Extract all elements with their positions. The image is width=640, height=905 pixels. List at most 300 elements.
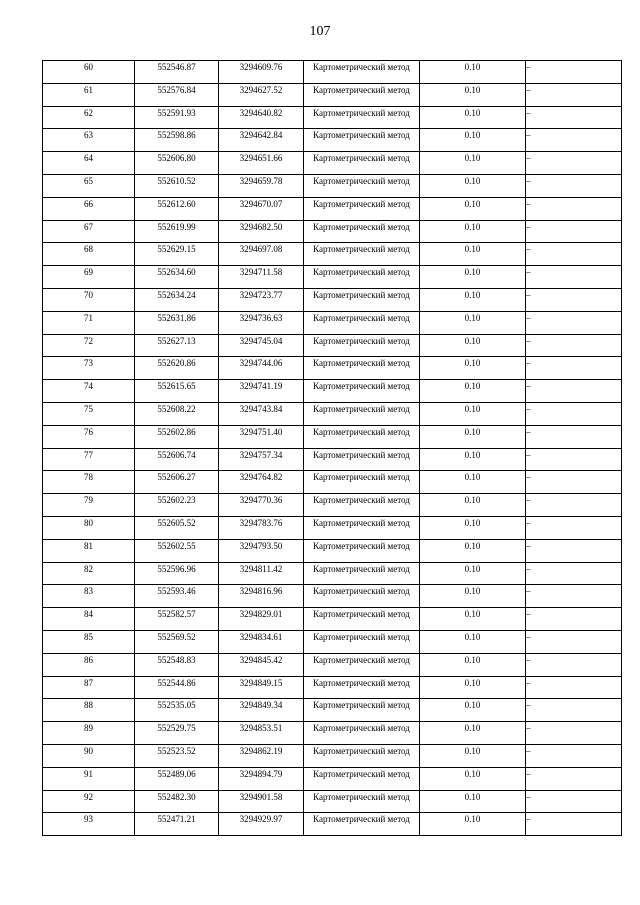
y-coordinate-cell xyxy=(219,402,304,425)
method-cell-text: Картометрический метод xyxy=(313,654,410,665)
note-cell xyxy=(526,380,622,403)
note-cell-text: – xyxy=(526,62,531,72)
accuracy-cell xyxy=(420,83,526,106)
point-number-cell-text: 76 xyxy=(84,426,93,437)
x-coordinate-cell xyxy=(135,653,219,676)
method-cell xyxy=(304,220,420,243)
y-coordinate-cell xyxy=(219,539,304,562)
method-cell-text: Картометрический метод xyxy=(313,221,410,232)
y-coordinate-cell-text: 3294829.01 xyxy=(239,609,283,620)
x-coordinate-cell-text: 552629.15 xyxy=(157,244,196,255)
method-cell-text: Картометрический метод xyxy=(313,289,410,300)
point-number-cell xyxy=(43,425,135,448)
note-cell-text: – xyxy=(526,130,531,141)
method-cell xyxy=(304,585,420,608)
note-cell-text: – xyxy=(526,107,531,118)
y-coordinate-cell xyxy=(219,129,304,152)
accuracy-cell-text: 0.10 xyxy=(464,609,481,620)
y-coordinate-cell xyxy=(219,61,304,84)
note-cell-text: – xyxy=(526,791,531,802)
method-cell-text: Картометрический метод xyxy=(313,62,410,72)
y-coordinate-cell-text: 3294723.77 xyxy=(239,289,283,300)
method-cell xyxy=(304,630,420,653)
accuracy-cell xyxy=(420,767,526,790)
point-number-cell xyxy=(43,174,135,197)
x-coordinate-cell xyxy=(135,767,219,790)
note-cell-text: – xyxy=(526,745,531,756)
page-number: 107 xyxy=(309,24,331,39)
x-coordinate-cell-text: 552535.05 xyxy=(157,700,196,711)
y-coordinate-cell-text: 3294849.34 xyxy=(239,700,283,711)
point-number-cell xyxy=(43,380,135,403)
accuracy-cell xyxy=(420,197,526,220)
method-cell-text: Картометрический метод xyxy=(313,677,410,688)
x-coordinate-cell-text: 552576.84 xyxy=(157,84,196,95)
table-row xyxy=(43,539,622,562)
x-coordinate-cell xyxy=(135,585,219,608)
y-coordinate-cell xyxy=(219,220,304,243)
note-cell-text: – xyxy=(526,677,531,688)
point-number-cell xyxy=(43,767,135,790)
table-row xyxy=(43,357,622,380)
accuracy-cell xyxy=(420,220,526,243)
point-number-cell-text: 80 xyxy=(84,517,93,528)
point-number-cell-text: 66 xyxy=(84,198,93,209)
x-coordinate-cell-text: 552602.55 xyxy=(157,540,196,551)
point-number-cell-text: 82 xyxy=(84,563,93,574)
method-cell-text: Картометрический метод xyxy=(313,540,410,551)
method-cell xyxy=(304,83,420,106)
point-number-cell-text: 85 xyxy=(84,631,93,642)
accuracy-cell xyxy=(420,585,526,608)
method-cell-text: Картометрический метод xyxy=(313,517,410,528)
accuracy-cell-text: 0.10 xyxy=(464,449,481,460)
point-number-cell-text: 93 xyxy=(84,814,93,825)
y-coordinate-cell-text: 3294682.50 xyxy=(239,221,283,232)
note-cell-text: – xyxy=(526,540,531,551)
point-number-cell-text: 78 xyxy=(84,472,93,483)
note-cell xyxy=(526,471,622,494)
accuracy-cell xyxy=(420,243,526,266)
x-coordinate-cell-text: 552631.86 xyxy=(157,312,196,323)
method-cell-text: Картометрический метод xyxy=(313,745,410,756)
note-cell xyxy=(526,61,622,84)
note-cell-text: – xyxy=(526,84,531,95)
x-coordinate-cell xyxy=(135,608,219,631)
y-coordinate-cell xyxy=(219,106,304,129)
accuracy-cell xyxy=(420,471,526,494)
point-number-cell-text: 86 xyxy=(84,654,93,665)
x-coordinate-cell-text: 552627.13 xyxy=(157,335,196,346)
method-cell xyxy=(304,243,420,266)
note-cell-text: – xyxy=(526,609,531,620)
point-number-cell xyxy=(43,197,135,220)
note-cell xyxy=(526,516,622,539)
accuracy-cell xyxy=(420,357,526,380)
x-coordinate-cell xyxy=(135,402,219,425)
x-coordinate-cell-text: 552634.60 xyxy=(157,267,196,278)
method-cell xyxy=(304,106,420,129)
table-row xyxy=(43,174,622,197)
y-coordinate-cell-text: 3294845.42 xyxy=(239,654,283,665)
note-cell xyxy=(526,266,622,289)
x-coordinate-cell-text: 552620.86 xyxy=(157,358,196,369)
method-cell-text: Картометрический метод xyxy=(313,495,410,506)
point-number-cell xyxy=(43,220,135,243)
point-number-cell xyxy=(43,61,135,84)
note-cell xyxy=(526,699,622,722)
point-number-cell xyxy=(43,722,135,745)
accuracy-cell xyxy=(420,630,526,653)
accuracy-cell xyxy=(420,174,526,197)
table-row xyxy=(43,585,622,608)
note-cell-text: – xyxy=(526,814,531,825)
x-coordinate-cell xyxy=(135,174,219,197)
table-row xyxy=(43,266,622,289)
table-row xyxy=(43,494,622,517)
method-cell-text: Картометрический метод xyxy=(313,267,410,278)
accuracy-cell-text: 0.10 xyxy=(464,312,481,323)
point-number-cell xyxy=(43,562,135,585)
method-cell-text: Картометрический метод xyxy=(313,130,410,141)
accuracy-cell-text: 0.10 xyxy=(464,130,481,141)
accuracy-cell-text: 0.10 xyxy=(464,654,481,665)
method-cell-text: Картометрический метод xyxy=(313,768,410,779)
y-coordinate-cell xyxy=(219,243,304,266)
y-coordinate-cell-text: 3294697.08 xyxy=(239,244,283,255)
x-coordinate-cell xyxy=(135,106,219,129)
x-coordinate-cell xyxy=(135,197,219,220)
note-cell-text: – xyxy=(526,472,531,483)
accuracy-cell-text: 0.10 xyxy=(464,586,481,597)
method-cell xyxy=(304,471,420,494)
x-coordinate-cell-text: 552612.60 xyxy=(157,198,196,209)
x-coordinate-cell-text: 552593.46 xyxy=(157,586,196,597)
x-coordinate-cell-text: 552606.80 xyxy=(157,153,196,164)
method-cell-text: Картометрический метод xyxy=(313,791,410,802)
point-number-cell xyxy=(43,630,135,653)
y-coordinate-cell-text: 3294834.61 xyxy=(239,631,283,642)
y-coordinate-cell xyxy=(219,676,304,699)
note-cell xyxy=(526,630,622,653)
note-cell xyxy=(526,243,622,266)
note-cell xyxy=(526,813,622,836)
x-coordinate-cell xyxy=(135,357,219,380)
note-cell-text: – xyxy=(526,381,531,392)
y-coordinate-cell-text: 3294642.84 xyxy=(239,130,283,141)
y-coordinate-cell-text: 3294901.58 xyxy=(239,791,283,802)
note-cell-text: – xyxy=(526,495,531,506)
method-cell xyxy=(304,425,420,448)
x-coordinate-cell xyxy=(135,471,219,494)
accuracy-cell xyxy=(420,61,526,84)
accuracy-cell-text: 0.10 xyxy=(464,335,481,346)
accuracy-cell-text: 0.10 xyxy=(464,244,481,255)
method-cell xyxy=(304,334,420,357)
note-cell-text: – xyxy=(526,267,531,278)
table-row xyxy=(43,744,622,767)
accuracy-cell xyxy=(420,311,526,334)
accuracy-cell-text: 0.10 xyxy=(464,495,481,506)
method-cell xyxy=(304,152,420,175)
point-number-cell xyxy=(43,357,135,380)
accuracy-cell xyxy=(420,562,526,585)
x-coordinate-cell xyxy=(135,813,219,836)
x-coordinate-cell-text: 552615.65 xyxy=(157,381,196,392)
accuracy-cell-text: 0.10 xyxy=(464,107,481,118)
x-coordinate-cell-text: 552471.21 xyxy=(157,814,196,825)
point-number-cell-text: 83 xyxy=(84,586,93,597)
point-number-cell xyxy=(43,402,135,425)
y-coordinate-cell xyxy=(219,152,304,175)
note-cell xyxy=(526,562,622,585)
note-cell xyxy=(526,174,622,197)
method-cell xyxy=(304,767,420,790)
y-coordinate-cell xyxy=(219,608,304,631)
x-coordinate-cell xyxy=(135,562,219,585)
method-cell xyxy=(304,494,420,517)
point-number-cell xyxy=(43,516,135,539)
accuracy-cell xyxy=(420,402,526,425)
y-coordinate-cell xyxy=(219,585,304,608)
accuracy-cell xyxy=(420,288,526,311)
y-coordinate-cell-text: 3294853.51 xyxy=(239,723,283,734)
x-coordinate-cell xyxy=(135,790,219,813)
note-cell-text: – xyxy=(526,175,531,186)
point-number-cell-text: 74 xyxy=(84,381,93,392)
coordinates-table-body xyxy=(43,61,622,836)
note-cell xyxy=(526,585,622,608)
method-cell xyxy=(304,608,420,631)
note-cell xyxy=(526,608,622,631)
note-cell xyxy=(526,790,622,813)
table-row xyxy=(43,288,622,311)
point-number-cell-text: 79 xyxy=(84,495,93,506)
method-cell-text: Картометрический метод xyxy=(313,198,410,209)
accuracy-cell xyxy=(420,494,526,517)
y-coordinate-cell-text: 3294816.96 xyxy=(239,586,283,597)
method-cell xyxy=(304,288,420,311)
table-row xyxy=(43,425,622,448)
y-coordinate-cell xyxy=(219,425,304,448)
accuracy-cell xyxy=(420,266,526,289)
note-cell-text: – xyxy=(526,244,531,255)
point-number-cell xyxy=(43,790,135,813)
table-row xyxy=(43,220,622,243)
x-coordinate-cell-text: 552605.52 xyxy=(157,517,196,528)
point-number-cell xyxy=(43,83,135,106)
accuracy-cell-text: 0.10 xyxy=(464,381,481,392)
x-coordinate-cell-text: 552606.27 xyxy=(157,472,196,483)
point-number-cell-text: 72 xyxy=(84,335,93,346)
method-cell-text: Картометрический метод xyxy=(313,814,410,825)
table-row xyxy=(43,516,622,539)
method-cell xyxy=(304,790,420,813)
accuracy-cell-text: 0.10 xyxy=(464,723,481,734)
accuracy-cell xyxy=(420,152,526,175)
y-coordinate-cell xyxy=(219,448,304,471)
note-cell xyxy=(526,425,622,448)
method-cell xyxy=(304,744,420,767)
x-coordinate-cell xyxy=(135,83,219,106)
table-row xyxy=(43,562,622,585)
point-number-cell-text: 63 xyxy=(84,130,93,141)
accuracy-cell xyxy=(420,813,526,836)
note-cell-text: – xyxy=(526,700,531,711)
accuracy-cell-text: 0.10 xyxy=(464,563,481,574)
accuracy-cell-text: 0.10 xyxy=(464,221,481,232)
x-coordinate-cell-text: 552619.99 xyxy=(157,221,196,232)
point-number-cell-text: 81 xyxy=(84,540,93,551)
x-coordinate-cell xyxy=(135,152,219,175)
y-coordinate-cell xyxy=(219,699,304,722)
note-cell xyxy=(526,334,622,357)
note-cell xyxy=(526,83,622,106)
note-cell-text: – xyxy=(526,403,531,414)
y-coordinate-cell-text: 3294894.79 xyxy=(239,768,283,779)
point-number-cell xyxy=(43,243,135,266)
method-cell-text: Картометрический метод xyxy=(313,700,410,711)
y-coordinate-cell xyxy=(219,357,304,380)
accuracy-cell-text: 0.10 xyxy=(464,540,481,551)
accuracy-cell xyxy=(420,334,526,357)
x-coordinate-cell xyxy=(135,516,219,539)
note-cell xyxy=(526,311,622,334)
point-number-cell-text: 89 xyxy=(84,723,93,734)
note-cell-text: – xyxy=(526,312,531,323)
y-coordinate-cell xyxy=(219,767,304,790)
x-coordinate-cell-text: 552569.52 xyxy=(157,631,196,642)
table-row xyxy=(43,722,622,745)
x-coordinate-cell-text: 552548.83 xyxy=(157,654,196,665)
point-number-cell-text: 62 xyxy=(84,107,93,118)
table-row xyxy=(43,630,622,653)
y-coordinate-cell xyxy=(219,380,304,403)
x-coordinate-cell xyxy=(135,676,219,699)
x-coordinate-cell-text: 552602.23 xyxy=(157,495,196,506)
point-number-cell-text: 91 xyxy=(84,768,93,779)
note-cell xyxy=(526,129,622,152)
note-cell-text: – xyxy=(526,426,531,437)
method-cell xyxy=(304,197,420,220)
x-coordinate-cell xyxy=(135,129,219,152)
note-cell xyxy=(526,494,622,517)
y-coordinate-cell xyxy=(219,311,304,334)
point-number-cell xyxy=(43,152,135,175)
method-cell-text: Картометрический метод xyxy=(313,335,410,346)
point-number-cell-text: 90 xyxy=(84,745,93,756)
point-number-cell xyxy=(43,266,135,289)
method-cell-text: Картометрический метод xyxy=(313,472,410,483)
note-cell-text: – xyxy=(526,586,531,597)
table-row xyxy=(43,61,622,84)
x-coordinate-cell xyxy=(135,448,219,471)
method-cell xyxy=(304,357,420,380)
point-number-cell xyxy=(43,494,135,517)
method-cell-text: Картометрический метод xyxy=(313,358,410,369)
x-coordinate-cell-text: 552596.96 xyxy=(157,563,196,574)
point-number-cell xyxy=(43,744,135,767)
accuracy-cell-text: 0.10 xyxy=(464,358,481,369)
y-coordinate-cell-text: 3294783.76 xyxy=(239,517,283,528)
x-coordinate-cell xyxy=(135,699,219,722)
accuracy-cell-text: 0.10 xyxy=(464,791,481,802)
accuracy-cell xyxy=(420,380,526,403)
y-coordinate-cell xyxy=(219,197,304,220)
x-coordinate-cell-text: 552610.52 xyxy=(157,175,196,186)
table-row xyxy=(43,402,622,425)
x-coordinate-cell xyxy=(135,61,219,84)
point-number-cell-text: 75 xyxy=(84,403,93,414)
method-cell-text: Картометрический метод xyxy=(313,403,410,414)
method-cell xyxy=(304,61,420,84)
x-coordinate-cell-text: 552544.86 xyxy=(157,677,196,688)
method-cell-text: Картометрический метод xyxy=(313,84,410,95)
x-coordinate-cell xyxy=(135,334,219,357)
y-coordinate-cell-text: 3294811.42 xyxy=(239,563,283,574)
note-cell-text: – xyxy=(526,221,531,232)
accuracy-cell xyxy=(420,425,526,448)
y-coordinate-cell xyxy=(219,516,304,539)
y-coordinate-cell-text: 3294743.84 xyxy=(239,403,283,414)
point-number-cell xyxy=(43,471,135,494)
note-cell-text: – xyxy=(526,289,531,300)
table-row xyxy=(43,790,622,813)
accuracy-cell-text: 0.10 xyxy=(464,289,481,300)
point-number-cell-text: 73 xyxy=(84,358,93,369)
table-row xyxy=(43,471,622,494)
coordinates-table xyxy=(42,60,622,836)
accuracy-cell-text: 0.10 xyxy=(464,175,481,186)
y-coordinate-cell xyxy=(219,174,304,197)
method-cell-text: Картометрический метод xyxy=(313,381,410,392)
x-coordinate-cell xyxy=(135,266,219,289)
table-row xyxy=(43,653,622,676)
note-cell-text: – xyxy=(526,768,531,779)
accuracy-cell xyxy=(420,129,526,152)
y-coordinate-cell-text: 3294627.52 xyxy=(239,84,283,95)
method-cell xyxy=(304,311,420,334)
point-number-cell-text: 87 xyxy=(84,677,93,688)
note-cell xyxy=(526,220,622,243)
method-cell xyxy=(304,722,420,745)
method-cell xyxy=(304,516,420,539)
method-cell xyxy=(304,266,420,289)
y-coordinate-cell-text: 3294770.36 xyxy=(239,495,283,506)
note-cell-text: – xyxy=(526,563,531,574)
accuracy-cell xyxy=(420,676,526,699)
x-coordinate-cell-text: 552546.87 xyxy=(157,62,196,72)
y-coordinate-cell xyxy=(219,288,304,311)
method-cell xyxy=(304,699,420,722)
method-cell-text: Картометрический метод xyxy=(313,153,410,164)
method-cell-text: Картометрический метод xyxy=(313,449,410,460)
y-coordinate-cell xyxy=(219,653,304,676)
accuracy-cell-text: 0.10 xyxy=(464,426,481,437)
method-cell-text: Картометрический метод xyxy=(313,563,410,574)
note-cell xyxy=(526,744,622,767)
accuracy-cell-text: 0.10 xyxy=(464,631,481,642)
x-coordinate-cell-text: 552523.52 xyxy=(157,745,196,756)
x-coordinate-cell xyxy=(135,425,219,448)
point-number-cell xyxy=(43,653,135,676)
note-cell xyxy=(526,197,622,220)
y-coordinate-cell-text: 3294929.97 xyxy=(239,814,283,825)
table-row xyxy=(43,311,622,334)
y-coordinate-cell-text: 3294751.40 xyxy=(239,426,283,437)
point-number-cell xyxy=(43,448,135,471)
table-row xyxy=(43,813,622,836)
